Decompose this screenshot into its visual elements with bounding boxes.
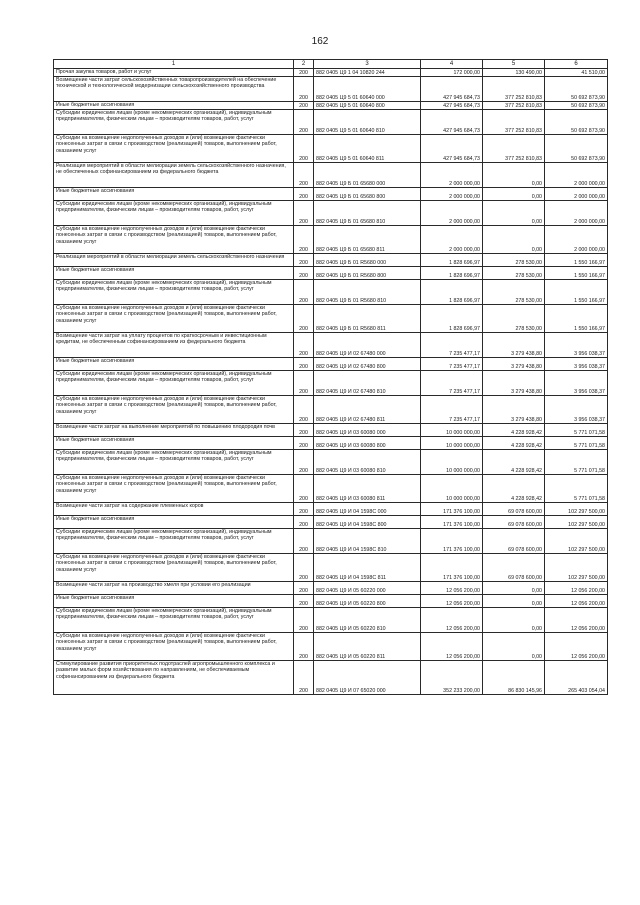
admin-code-cell: 200 xyxy=(294,396,314,424)
executed-amount-cell: 278 530,00 xyxy=(483,267,545,280)
item-name-cell: Иные бюджетные ассигнования xyxy=(54,516,294,529)
remaining-amount-cell: 3 956 038,37 xyxy=(545,371,608,396)
remaining-amount-cell: 3 956 038,37 xyxy=(545,333,608,358)
classification-code-cell: 882 0405 Ц9 И 07 65020 000 xyxy=(314,661,421,695)
approved-amount-cell: 12 056 200,00 xyxy=(421,595,483,608)
item-name-cell: Субсидии на возмещение недополученных доходов и (или) возмещение фактически понесенных затрат в связи с производством (реализацией) товаров, выполнением работ, оказанием услуг xyxy=(54,396,294,424)
approved-amount-cell: 1 828 696,97 xyxy=(421,254,483,267)
admin-code-cell: 200 xyxy=(294,226,314,254)
executed-amount-cell: 86 830 145,96 xyxy=(483,661,545,695)
remaining-amount-cell: 3 956 038,37 xyxy=(545,358,608,371)
admin-code-cell: 200 xyxy=(294,437,314,450)
table-row xyxy=(54,529,608,554)
admin-code-cell: 200 xyxy=(294,582,314,595)
executed-amount-cell: 278 530,00 xyxy=(483,280,545,305)
classification-code-cell: 882 0405 Ц9 И 02 67480 810 xyxy=(314,371,421,396)
table-row xyxy=(54,226,608,254)
admin-code-cell: 200 xyxy=(294,450,314,475)
remaining-amount-cell: 2 000 000,00 xyxy=(545,226,608,254)
table-row xyxy=(54,582,608,595)
table-row xyxy=(54,608,608,633)
approved-amount-cell: 10 000 000,00 xyxy=(421,437,483,450)
approved-amount-cell: 352 233 200,00 xyxy=(421,661,483,695)
admin-code-cell: 200 xyxy=(294,424,314,437)
remaining-amount-cell: 41 510,00 xyxy=(545,69,608,77)
item-name-cell: Субсидии на возмещение недополученных доходов и (или) возмещение фактически понесенных затрат в связи с производством (реализацией) товаров, выполнением работ, оказанием услуг xyxy=(54,305,294,333)
table-row xyxy=(54,516,608,529)
item-name-cell: Субсидии юридическим лицам (кроме некоммерческих организаций), индивидуальным предпринимателям, физическим лицам – производителям товаров, работ, услуг xyxy=(54,280,294,305)
admin-code-cell: 200 xyxy=(294,516,314,529)
remaining-amount-cell: 50 692 873,90 xyxy=(545,102,608,110)
admin-code-cell: 200 xyxy=(294,475,314,503)
approved-amount-cell: 427 945 684,73 xyxy=(421,110,483,135)
item-name-cell: Субсидии юридическим лицам (кроме некоммерческих организаций), индивидуальным предпринимателям, физическим лицам – производителям товаров, работ, услуг xyxy=(54,529,294,554)
executed-amount-cell: 130 490,00 xyxy=(483,69,545,77)
remaining-amount-cell: 2 000 000,00 xyxy=(545,163,608,188)
classification-code-cell: 882 0405 Ц9 И 04 1598C 810 xyxy=(314,529,421,554)
item-name-cell: Субсидии юридическим лицам (кроме некоммерческих организаций), индивидуальным предпринимателям, физическим лицам – производителям товаров, работ, услуг xyxy=(54,371,294,396)
executed-amount-cell: 377 252 810,83 xyxy=(483,135,545,163)
table-row xyxy=(54,305,608,333)
table-row xyxy=(54,450,608,475)
admin-code-cell: 200 xyxy=(294,554,314,582)
classification-code-cell: 882 0405 Ц9 И 04 1598C 800 xyxy=(314,516,421,529)
approved-amount-cell: 171 376 100,00 xyxy=(421,529,483,554)
classification-code-cell: 882 0405 Ц9 Б 01 65680 000 xyxy=(314,163,421,188)
classification-code-cell: 882 0405 Ц9 И 03 60080 800 xyxy=(314,437,421,450)
approved-amount-cell: 12 056 200,00 xyxy=(421,582,483,595)
executed-amount-cell: 4 228 928,42 xyxy=(483,424,545,437)
item-name-cell: Возмещение части затрат на уплату процентов по краткосрочным и инвестиционным кредитам, не обеспеченным софинансированием из федерального бюджета xyxy=(54,333,294,358)
column-header: 2 xyxy=(294,60,314,69)
table-row xyxy=(54,188,608,201)
remaining-amount-cell: 12 056 200,00 xyxy=(545,595,608,608)
remaining-amount-cell: 5 771 071,58 xyxy=(545,437,608,450)
admin-code-cell: 200 xyxy=(294,110,314,135)
admin-code-cell: 200 xyxy=(294,305,314,333)
table-row xyxy=(54,110,608,135)
column-header: 6 xyxy=(545,60,608,69)
remaining-amount-cell: 12 056 200,00 xyxy=(545,582,608,595)
column-number-row xyxy=(54,60,608,69)
item-name-cell: Реализация мероприятий в области мелиорации земель сельскохозяйственного назначения xyxy=(54,254,294,267)
classification-code-cell: 882 0405 Ц9 И 02 67480 000 xyxy=(314,333,421,358)
item-name-cell: Стимулирование развития приоритетных подотраслей агропромышленного комплекса и развитие малых форм хозяйствования по направлениям, не обеспечиваемым софинансированием из федерального бюджета xyxy=(54,661,294,695)
classification-code-cell: 882 0405 Ц9 И 04 1598C 811 xyxy=(314,554,421,582)
table-row xyxy=(54,333,608,358)
approved-amount-cell: 1 828 696,97 xyxy=(421,305,483,333)
classification-code-cell: 882 0405 Ц9 Б 01 65680 811 xyxy=(314,226,421,254)
remaining-amount-cell: 50 692 873,90 xyxy=(545,135,608,163)
executed-amount-cell: 69 078 600,00 xyxy=(483,554,545,582)
executed-amount-cell: 3 279 438,80 xyxy=(483,358,545,371)
item-name-cell: Иные бюджетные ассигнования xyxy=(54,102,294,110)
approved-amount-cell: 1 828 696,97 xyxy=(421,280,483,305)
table-row xyxy=(54,267,608,280)
remaining-amount-cell: 102 297 500,00 xyxy=(545,554,608,582)
remaining-amount-cell: 2 000 000,00 xyxy=(545,188,608,201)
item-name-cell: Реализация мероприятий в области мелиорации земель сельскохозяйственного назначения, не обеспеченных софинансированием из федерального бюджета xyxy=(54,163,294,188)
admin-code-cell: 200 xyxy=(294,163,314,188)
table-row xyxy=(54,102,608,110)
remaining-amount-cell: 12 056 200,00 xyxy=(545,633,608,661)
item-name-cell: Субсидии юридическим лицам (кроме некоммерческих организаций), индивидуальным предпринимателям, физическим лицам – производителям товаров, работ, услуг xyxy=(54,608,294,633)
table-row xyxy=(54,163,608,188)
remaining-amount-cell: 5 771 071,58 xyxy=(545,424,608,437)
item-name-cell: Иные бюджетные ассигнования xyxy=(54,188,294,201)
classification-code-cell: 882 0405 Ц9 Б 01 65680 800 xyxy=(314,188,421,201)
approved-amount-cell: 7 235 477,17 xyxy=(421,333,483,358)
remaining-amount-cell: 1 550 166,97 xyxy=(545,305,608,333)
executed-amount-cell: 0,00 xyxy=(483,582,545,595)
classification-code-cell: 882 0405 Ц9 И 02 67480 811 xyxy=(314,396,421,424)
executed-amount-cell: 0,00 xyxy=(483,188,545,201)
table-row xyxy=(54,201,608,226)
admin-code-cell: 200 xyxy=(294,102,314,110)
table-row xyxy=(54,554,608,582)
classification-code-cell: 882 0405 Ц9 И 03 60080 000 xyxy=(314,424,421,437)
approved-amount-cell: 12 056 200,00 xyxy=(421,608,483,633)
executed-amount-cell: 4 228 928,42 xyxy=(483,437,545,450)
remaining-amount-cell: 1 550 166,97 xyxy=(545,254,608,267)
approved-amount-cell: 171 376 100,00 xyxy=(421,516,483,529)
classification-code-cell: 882 0405 Ц9 И 05 60220 800 xyxy=(314,595,421,608)
column-header: 1 xyxy=(54,60,294,69)
approved-amount-cell: 427 945 684,73 xyxy=(421,77,483,102)
remaining-amount-cell: 265 403 054,04 xyxy=(545,661,608,695)
table-row xyxy=(54,135,608,163)
admin-code-cell: 200 xyxy=(294,188,314,201)
classification-code-cell: 882 0405 Ц9 5 01 60640 810 xyxy=(314,110,421,135)
item-name-cell: Субсидии на возмещение недополученных доходов и (или) возмещение фактически понесенных затрат в связи с производством (реализацией) товаров, выполнением работ, оказанием услуг xyxy=(54,475,294,503)
remaining-amount-cell: 12 056 200,00 xyxy=(545,608,608,633)
executed-amount-cell: 4 228 928,42 xyxy=(483,450,545,475)
approved-amount-cell: 7 235 477,17 xyxy=(421,396,483,424)
table-row xyxy=(54,503,608,516)
executed-amount-cell: 278 530,00 xyxy=(483,254,545,267)
executed-amount-cell: 3 279 438,80 xyxy=(483,333,545,358)
executed-amount-cell: 377 252 810,83 xyxy=(483,77,545,102)
item-name-cell: Субсидии на возмещение недополученных доходов и (или) возмещение фактически понесенных затрат в связи с производством (реализацией) товаров, выполнением работ, оказанием услуг xyxy=(54,226,294,254)
classification-code-cell: 882 0405 Ц9 Б 01 R5680 800 xyxy=(314,267,421,280)
approved-amount-cell: 2 000 000,00 xyxy=(421,226,483,254)
admin-code-cell: 200 xyxy=(294,135,314,163)
admin-code-cell: 200 xyxy=(294,529,314,554)
remaining-amount-cell: 5 771 071,58 xyxy=(545,475,608,503)
table-row xyxy=(54,254,608,267)
classification-code-cell: 882 0405 Ц9 И 05 60220 000 xyxy=(314,582,421,595)
remaining-amount-cell: 5 771 071,58 xyxy=(545,450,608,475)
executed-amount-cell: 0,00 xyxy=(483,595,545,608)
budget-execution-table xyxy=(53,59,608,695)
executed-amount-cell: 0,00 xyxy=(483,633,545,661)
approved-amount-cell: 1 828 696,97 xyxy=(421,267,483,280)
item-name-cell: Возмещение части затрат на производство хмеля при условии его реализации xyxy=(54,582,294,595)
approved-amount-cell: 2 000 000,00 xyxy=(421,201,483,226)
item-name-cell: Иные бюджетные ассигнования xyxy=(54,358,294,371)
table-row xyxy=(54,661,608,695)
approved-amount-cell: 427 945 684,73 xyxy=(421,135,483,163)
approved-amount-cell: 12 056 200,00 xyxy=(421,633,483,661)
executed-amount-cell: 69 078 600,00 xyxy=(483,529,545,554)
table-row xyxy=(54,595,608,608)
classification-code-cell: 882 0405 Ц9 И 04 1598C 000 xyxy=(314,503,421,516)
table-row xyxy=(54,371,608,396)
executed-amount-cell: 0,00 xyxy=(483,163,545,188)
admin-code-cell: 200 xyxy=(294,595,314,608)
classification-code-cell: 882 0405 Ц9 И 05 60220 811 xyxy=(314,633,421,661)
admin-code-cell: 200 xyxy=(294,333,314,358)
item-name-cell: Субсидии юридическим лицам (кроме некоммерческих организаций), индивидуальным предпринимателям, физическим лицам – производителям товаров, работ, услуг xyxy=(54,110,294,135)
classification-code-cell: 882 0405 Ц9 И 03 60080 810 xyxy=(314,450,421,475)
remaining-amount-cell: 50 692 873,90 xyxy=(545,77,608,102)
admin-code-cell: 200 xyxy=(294,254,314,267)
approved-amount-cell: 7 235 477,17 xyxy=(421,358,483,371)
admin-code-cell: 200 xyxy=(294,503,314,516)
executed-amount-cell: 4 228 928,42 xyxy=(483,475,545,503)
admin-code-cell: 200 xyxy=(294,69,314,77)
classification-code-cell: 882 0405 Ц9 5 01 60640 000 xyxy=(314,77,421,102)
classification-code-cell: 882 0405 Ц9 1 04 10820 244 xyxy=(314,69,421,77)
table-row xyxy=(54,396,608,424)
approved-amount-cell: 10 000 000,00 xyxy=(421,450,483,475)
executed-amount-cell: 69 078 600,00 xyxy=(483,516,545,529)
executed-amount-cell: 69 078 600,00 xyxy=(483,503,545,516)
item-name-cell: Возмещение части затрат на выполнение мероприятий по повышению плодородия почв xyxy=(54,424,294,437)
approved-amount-cell: 2 000 000,00 xyxy=(421,163,483,188)
item-name-cell: Возмещение части затрат на содержание племенных коров xyxy=(54,503,294,516)
table-row xyxy=(54,358,608,371)
approved-amount-cell: 7 235 477,17 xyxy=(421,371,483,396)
classification-code-cell: 882 0405 Ц9 5 01 60640 811 xyxy=(314,135,421,163)
remaining-amount-cell: 102 297 500,00 xyxy=(545,503,608,516)
approved-amount-cell: 171 376 100,00 xyxy=(421,503,483,516)
column-header: 3 xyxy=(314,60,421,69)
admin-code-cell: 200 xyxy=(294,633,314,661)
classification-code-cell: 882 0405 Ц9 И 02 67480 800 xyxy=(314,358,421,371)
table-row xyxy=(54,77,608,102)
approved-amount-cell: 2 000 000,00 xyxy=(421,188,483,201)
admin-code-cell: 200 xyxy=(294,661,314,695)
classification-code-cell: 882 0405 Ц9 И 05 60220 810 xyxy=(314,608,421,633)
admin-code-cell: 200 xyxy=(294,608,314,633)
item-name-cell: Субсидии на возмещение недополученных доходов и (или) возмещение фактически понесенных затрат в связи с производством (реализацией) товаров, выполнением работ, оказанием услуг xyxy=(54,554,294,582)
admin-code-cell: 200 xyxy=(294,371,314,396)
item-name-cell: Иные бюджетные ассигнования xyxy=(54,595,294,608)
admin-code-cell: 200 xyxy=(294,280,314,305)
executed-amount-cell: 377 252 810,83 xyxy=(483,110,545,135)
table-row xyxy=(54,424,608,437)
approved-amount-cell: 10 000 000,00 xyxy=(421,424,483,437)
approved-amount-cell: 427 945 684,73 xyxy=(421,102,483,110)
item-name-cell: Субсидии юридическим лицам (кроме некоммерческих организаций), индивидуальным предпринимателям, физическим лицам – производителям товаров, работ, услуг xyxy=(54,201,294,226)
table-row xyxy=(54,280,608,305)
executed-amount-cell: 3 279 438,80 xyxy=(483,396,545,424)
executed-amount-cell: 3 279 438,80 xyxy=(483,371,545,396)
remaining-amount-cell: 3 956 038,37 xyxy=(545,396,608,424)
remaining-amount-cell: 1 550 166,97 xyxy=(545,267,608,280)
executed-amount-cell: 278 530,00 xyxy=(483,305,545,333)
remaining-amount-cell: 1 550 166,97 xyxy=(545,280,608,305)
executed-amount-cell: 0,00 xyxy=(483,201,545,226)
classification-code-cell: 882 0405 Ц9 И 03 60080 811 xyxy=(314,475,421,503)
approved-amount-cell: 171 376 100,00 xyxy=(421,554,483,582)
remaining-amount-cell: 102 297 500,00 xyxy=(545,516,608,529)
column-header: 5 xyxy=(483,60,545,69)
executed-amount-cell: 0,00 xyxy=(483,226,545,254)
classification-code-cell: 882 0405 Ц9 Б 01 R5680 810 xyxy=(314,280,421,305)
classification-code-cell: 882 0405 Ц9 Б 01 65680 810 xyxy=(314,201,421,226)
item-name-cell: Иные бюджетные ассигнования xyxy=(54,437,294,450)
classification-code-cell: 882 0405 Ц9 Б 01 R5680 811 xyxy=(314,305,421,333)
admin-code-cell: 200 xyxy=(294,358,314,371)
table-row xyxy=(54,633,608,661)
remaining-amount-cell: 102 297 500,00 xyxy=(545,529,608,554)
approved-amount-cell: 10 000 000,00 xyxy=(421,475,483,503)
admin-code-cell: 200 xyxy=(294,201,314,226)
table-row xyxy=(54,475,608,503)
column-header: 4 xyxy=(421,60,483,69)
table-row xyxy=(54,69,608,77)
page-number: 162 xyxy=(311,36,329,47)
remaining-amount-cell: 2 000 000,00 xyxy=(545,201,608,226)
executed-amount-cell: 0,00 xyxy=(483,608,545,633)
approved-amount-cell: 172 000,00 xyxy=(421,69,483,77)
item-name-cell: Возмещение части затрат сельскохозяйственных товаропроизводителей на обеспечение технической и технологической модернизации сельскохозяйственного производства xyxy=(54,77,294,102)
item-name-cell: Прочая закупка товаров, работ и услуг xyxy=(54,69,294,77)
admin-code-cell: 200 xyxy=(294,77,314,102)
item-name-cell: Иные бюджетные ассигнования xyxy=(54,267,294,280)
admin-code-cell: 200 xyxy=(294,267,314,280)
table-row xyxy=(54,437,608,450)
classification-code-cell: 882 0405 Ц9 5 01 60640 800 xyxy=(314,102,421,110)
classification-code-cell: 882 0405 Ц9 Б 01 R5680 000 xyxy=(314,254,421,267)
remaining-amount-cell: 50 692 873,90 xyxy=(545,110,608,135)
item-name-cell: Субсидии юридическим лицам (кроме некоммерческих организаций), индивидуальным предпринимателям, физическим лицам – производителям товаров, работ, услуг xyxy=(54,450,294,475)
executed-amount-cell: 377 252 810,83 xyxy=(483,102,545,110)
item-name-cell: Субсидии на возмещение недополученных доходов и (или) возмещение фактически понесенных затрат в связи с производством (реализацией) товаров, выполнением работ, оказанием услуг xyxy=(54,135,294,163)
item-name-cell: Субсидии на возмещение недополученных доходов и (или) возмещение фактически понесенных затрат в связи с производством (реализацией) товаров, выполнением работ, оказанием услуг xyxy=(54,633,294,661)
